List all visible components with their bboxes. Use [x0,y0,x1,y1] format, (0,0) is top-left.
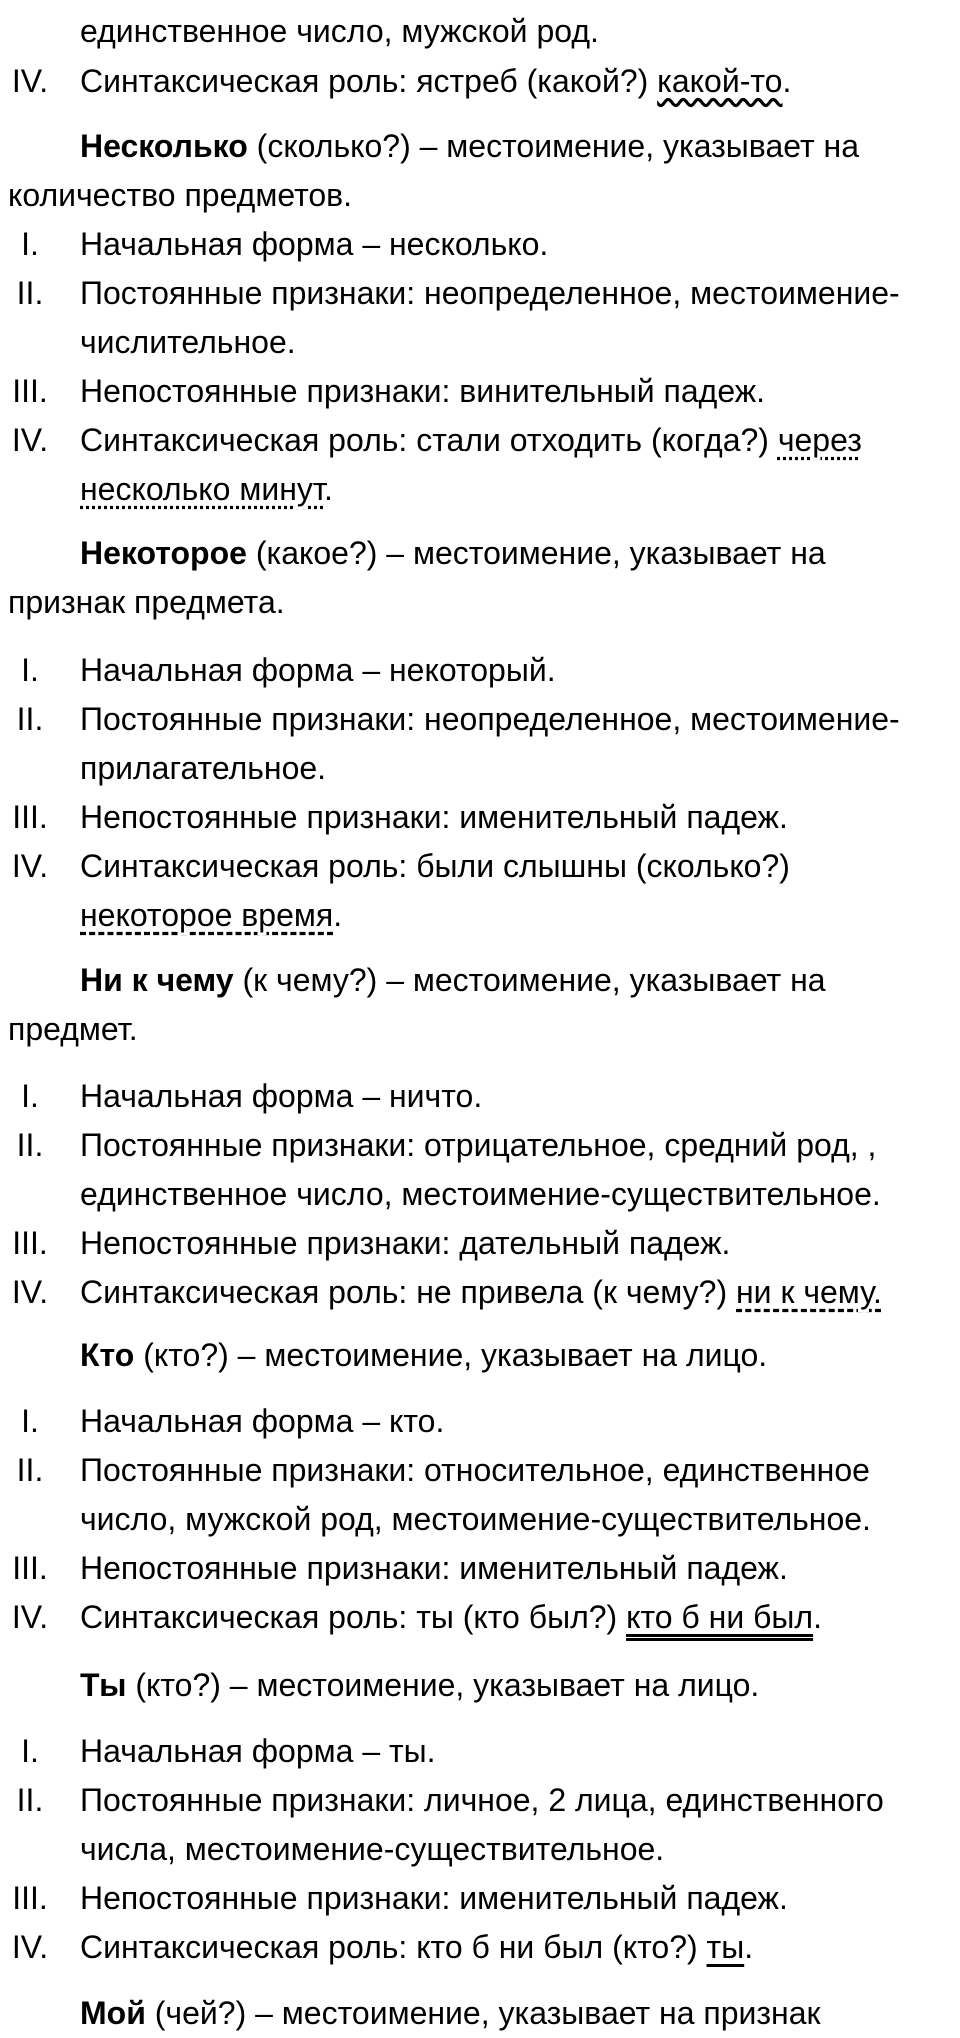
list-number: I. [21,226,39,262]
list-number: III. [12,1225,48,1261]
text-line [80,743,326,793]
text: предмет. [8,1011,138,1047]
underlined-word: несколько минут [80,471,324,507]
list-text: Непостоянные признаки: винительный падеж. [80,373,766,409]
text: . [744,1929,754,1965]
underlined-word: некоторое время [80,897,334,933]
list-text: Постоянные признаки: неопределенное, местоимение- [80,701,900,737]
text: количество предметов. [8,177,353,213]
list-number: I. [21,1403,39,1439]
text: признак предмета. [8,584,285,620]
list-text: Постоянные признаки: относительное, единственное [80,1452,870,1488]
text-line [80,6,599,56]
list-text: Начальная форма – несколько. [80,226,549,262]
list-text [80,1922,753,1972]
list-number: IV. [11,1929,49,1965]
bold-term: Мой [80,1995,146,2031]
paragraph-heading [80,1988,821,2038]
list-text [80,56,791,106]
paragraph-heading [80,955,826,1005]
paragraph-heading [80,121,859,171]
underlined-word: кто б ни был [626,1599,814,1635]
list-text: Синтаксическая роль: были слышны (сколько?) [80,848,790,884]
list-text: Непостоянные признаки: именительный падеж. [80,1550,788,1586]
text: (какое?) – местоимение, указывает на [246,535,826,571]
text-line [80,1824,664,1874]
list-text: Непостоянные признаки: именительный падеж. [80,799,788,835]
list-number: IV. [11,1599,49,1635]
text-line [8,577,285,627]
text-line [80,464,333,514]
text: Синтаксическая роль: ястреб (какой?) [80,63,658,99]
underlined-word: ты [706,1929,745,1965]
text: . [782,63,792,99]
list-text: Начальная форма – ничто. [80,1078,483,1114]
list-number: II. [16,1127,44,1163]
list-number: I. [21,1078,39,1114]
list-number: II. [16,701,44,737]
list-number: III. [12,799,48,835]
list-text: Начальная форма – кто. [80,1403,445,1439]
text: числительное. [80,324,296,360]
list-number: III. [12,373,48,409]
list-text: Постоянные признаки: личное, 2 лица, единственного [80,1782,884,1818]
list-number: II. [16,1782,44,1818]
text: Синтаксическая роль: не привела (к чему?) [80,1274,736,1310]
text: (кто?) – местоимение, указывает на лицо. [134,1337,768,1373]
text: (кто?) – местоимение, указывает на лицо. [126,1667,760,1703]
text: . [333,897,343,933]
list-text: Непостоянные признаки: именительный падеж. [80,1880,788,1916]
text: число, мужской род, местоимение-существительное. [80,1501,871,1537]
text-line [80,317,296,367]
underlined-word: через [777,422,862,458]
list-number: IV. [11,848,49,884]
paragraph-heading [80,1330,767,1380]
bold-term: Ни к чему [80,962,234,998]
underlined-word: какой-то [657,63,783,99]
list-text [80,415,862,465]
text: (к чему?) – местоимение, указывает на [233,962,826,998]
text: . [323,471,333,507]
text: Синтаксическая роль: кто б ни был (кто?) [80,1929,707,1965]
text: . [813,1599,822,1635]
paragraph-heading [80,1660,759,1710]
bold-term: Кто [80,1337,135,1373]
text-line [8,170,352,220]
text-line [8,1004,138,1054]
list-text [80,1592,822,1642]
text: Синтаксическая роль: стали отходить (когда?) [80,422,778,458]
list-number: II. [16,275,44,311]
list-text: Начальная форма – ты. [80,1733,436,1769]
text: (чей?) – местоимение, указывает на признак [145,1995,821,2031]
list-number: IV. [11,1274,49,1310]
text: (сколько?) – местоимение, указывает на [247,128,859,164]
text: единственное число, местоимение-существительное. [80,1176,881,1212]
list-text: Начальная форма – некоторый. [80,652,556,688]
list-number: III. [12,1550,48,1586]
list-text: Постоянные признаки: отрицательное, средний род, , [80,1127,877,1163]
paragraph-heading [80,528,826,578]
bold-term: Некоторое [80,535,247,571]
text-line [80,1169,881,1219]
list-text: Непостоянные признаки: дательный падеж. [80,1225,731,1261]
list-number: IV. [11,422,49,458]
text-line [80,890,342,940]
list-number: III. [12,1880,48,1916]
underlined-word: ни к чему. [736,1274,882,1310]
list-text: Постоянные признаки: неопределенное, местоимение- [80,275,900,311]
text: единственное число, мужской род. [80,13,599,49]
list-number: IV. [11,63,49,99]
list-number: I. [21,1733,39,1769]
list-text [80,1267,882,1317]
text: прилагательное. [80,750,327,786]
bold-term: Несколько [80,128,248,164]
bold-term: Ты [80,1667,127,1703]
text: числа, местоимение-существительное. [80,1831,665,1867]
text: Синтаксическая роль: ты (кто был?) [80,1599,627,1635]
list-number: II. [16,1452,44,1488]
text-line [80,1494,871,1544]
list-number: I. [21,652,39,688]
